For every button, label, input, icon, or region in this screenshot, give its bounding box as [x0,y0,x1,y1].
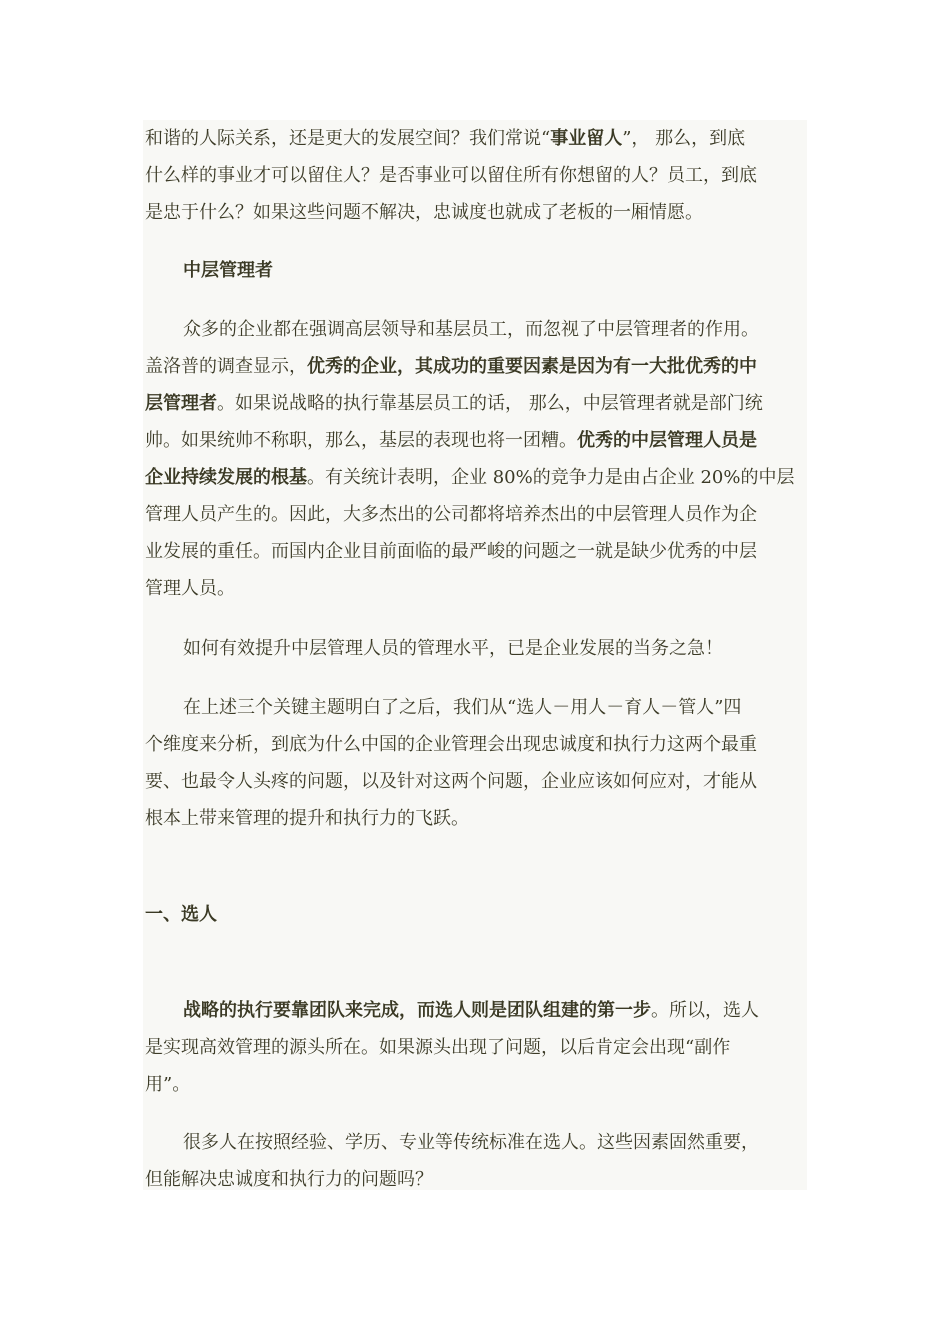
text-line: 但能解决忠诚度和执行力的问题吗？ [145,1169,433,1190]
text-line: 。如果说战略的执行靠基层员工的话， 那么，中层管理者就是部门统 [217,393,763,414]
text-line: 管理人员产生的。因此，大多杰出的公司都将培养杰出的中层管理人员作为企 [145,504,757,525]
text-line: 。所以，选人 [651,1000,759,1021]
text-line: 是实现高效管理的源头所在。如果源头出现了问题，以后肯定会出现“副作 [145,1037,731,1058]
paragraph-traditional-standards [145,1124,807,1198]
text-line: 根本上带来管理的提升和执行力的飞跃。 [145,808,469,829]
paragraph-middle-managers [145,311,807,607]
text-line: 什么样的事业才可以留住人？是否事业可以留住所有你想留的人？员工，到底 [145,165,757,186]
text-line: 是忠于什么？如果这些问题不解决，忠诚度也就成了老板的一厢情愿。 [145,202,703,223]
bold-phrase: 优秀的中层管理人员是 [577,430,757,451]
text-line: 业发展的重任。而国内企业目前面临的最严峻的问题之一就是缺少优秀的中层 [145,541,757,562]
text-line: 帅。如果统帅不称职，那么，基层的表现也将一团糟。 [145,430,577,451]
text-line: 和谐的人际关系，还是更大的发展空间？我们常说“ [145,128,551,149]
bold-phrase: 企业持续发展的根基 [145,467,307,488]
section-heading-select-people: 一、选人 [145,904,217,925]
paragraph-select-first-step [145,992,807,1103]
paragraph-urgent-improvement: 如何有效提升中层管理人员的管理水平，已是企业发展的当务之急！ [183,638,723,659]
paragraph-four-dimensions [145,689,807,837]
text-line: ”， 那么，到底 [622,128,746,149]
text-line: 个维度来分析，到底为什么中国的企业管理会出现忠诚度和执行力这两个最重 [145,734,757,755]
bold-phrase: 战略的执行要靠团队来完成，而选人则是团队组建的第一步 [183,1000,651,1021]
text-line: 众多的企业都在强调高层领导和基层员工，而忽视了中层管理者的作用。 [183,319,759,340]
bold-phrase: 优秀的企业，其成功的重要因素是因为有一大批优秀的中 [307,356,757,377]
text-line: 。有关统计表明，企业 80%的竞争力是由占企业 20%的中层 [307,467,795,488]
text-line: 在上述三个关键主题明白了之后，我们从“选人－用人－育人－管人”四 [183,697,742,718]
section-heading-middle-managers: 中层管理者 [183,260,273,281]
text-line: 管理人员。 [145,578,235,599]
text-line: 很多人在按照经验、学历、专业等传统标准在选人。这些因素固然重要， [183,1132,759,1153]
text-line: 盖洛普的调查显示， [145,356,307,377]
bold-phrase: 事业留人 [550,128,623,149]
paragraph-loyalty-question [145,120,807,231]
bold-phrase: 层管理者 [145,393,217,414]
text-line: 用”。 [145,1074,191,1095]
text-line: 要、也最令人头疼的问题，以及针对这两个问题，企业应该如何应对，才能从 [145,771,757,792]
